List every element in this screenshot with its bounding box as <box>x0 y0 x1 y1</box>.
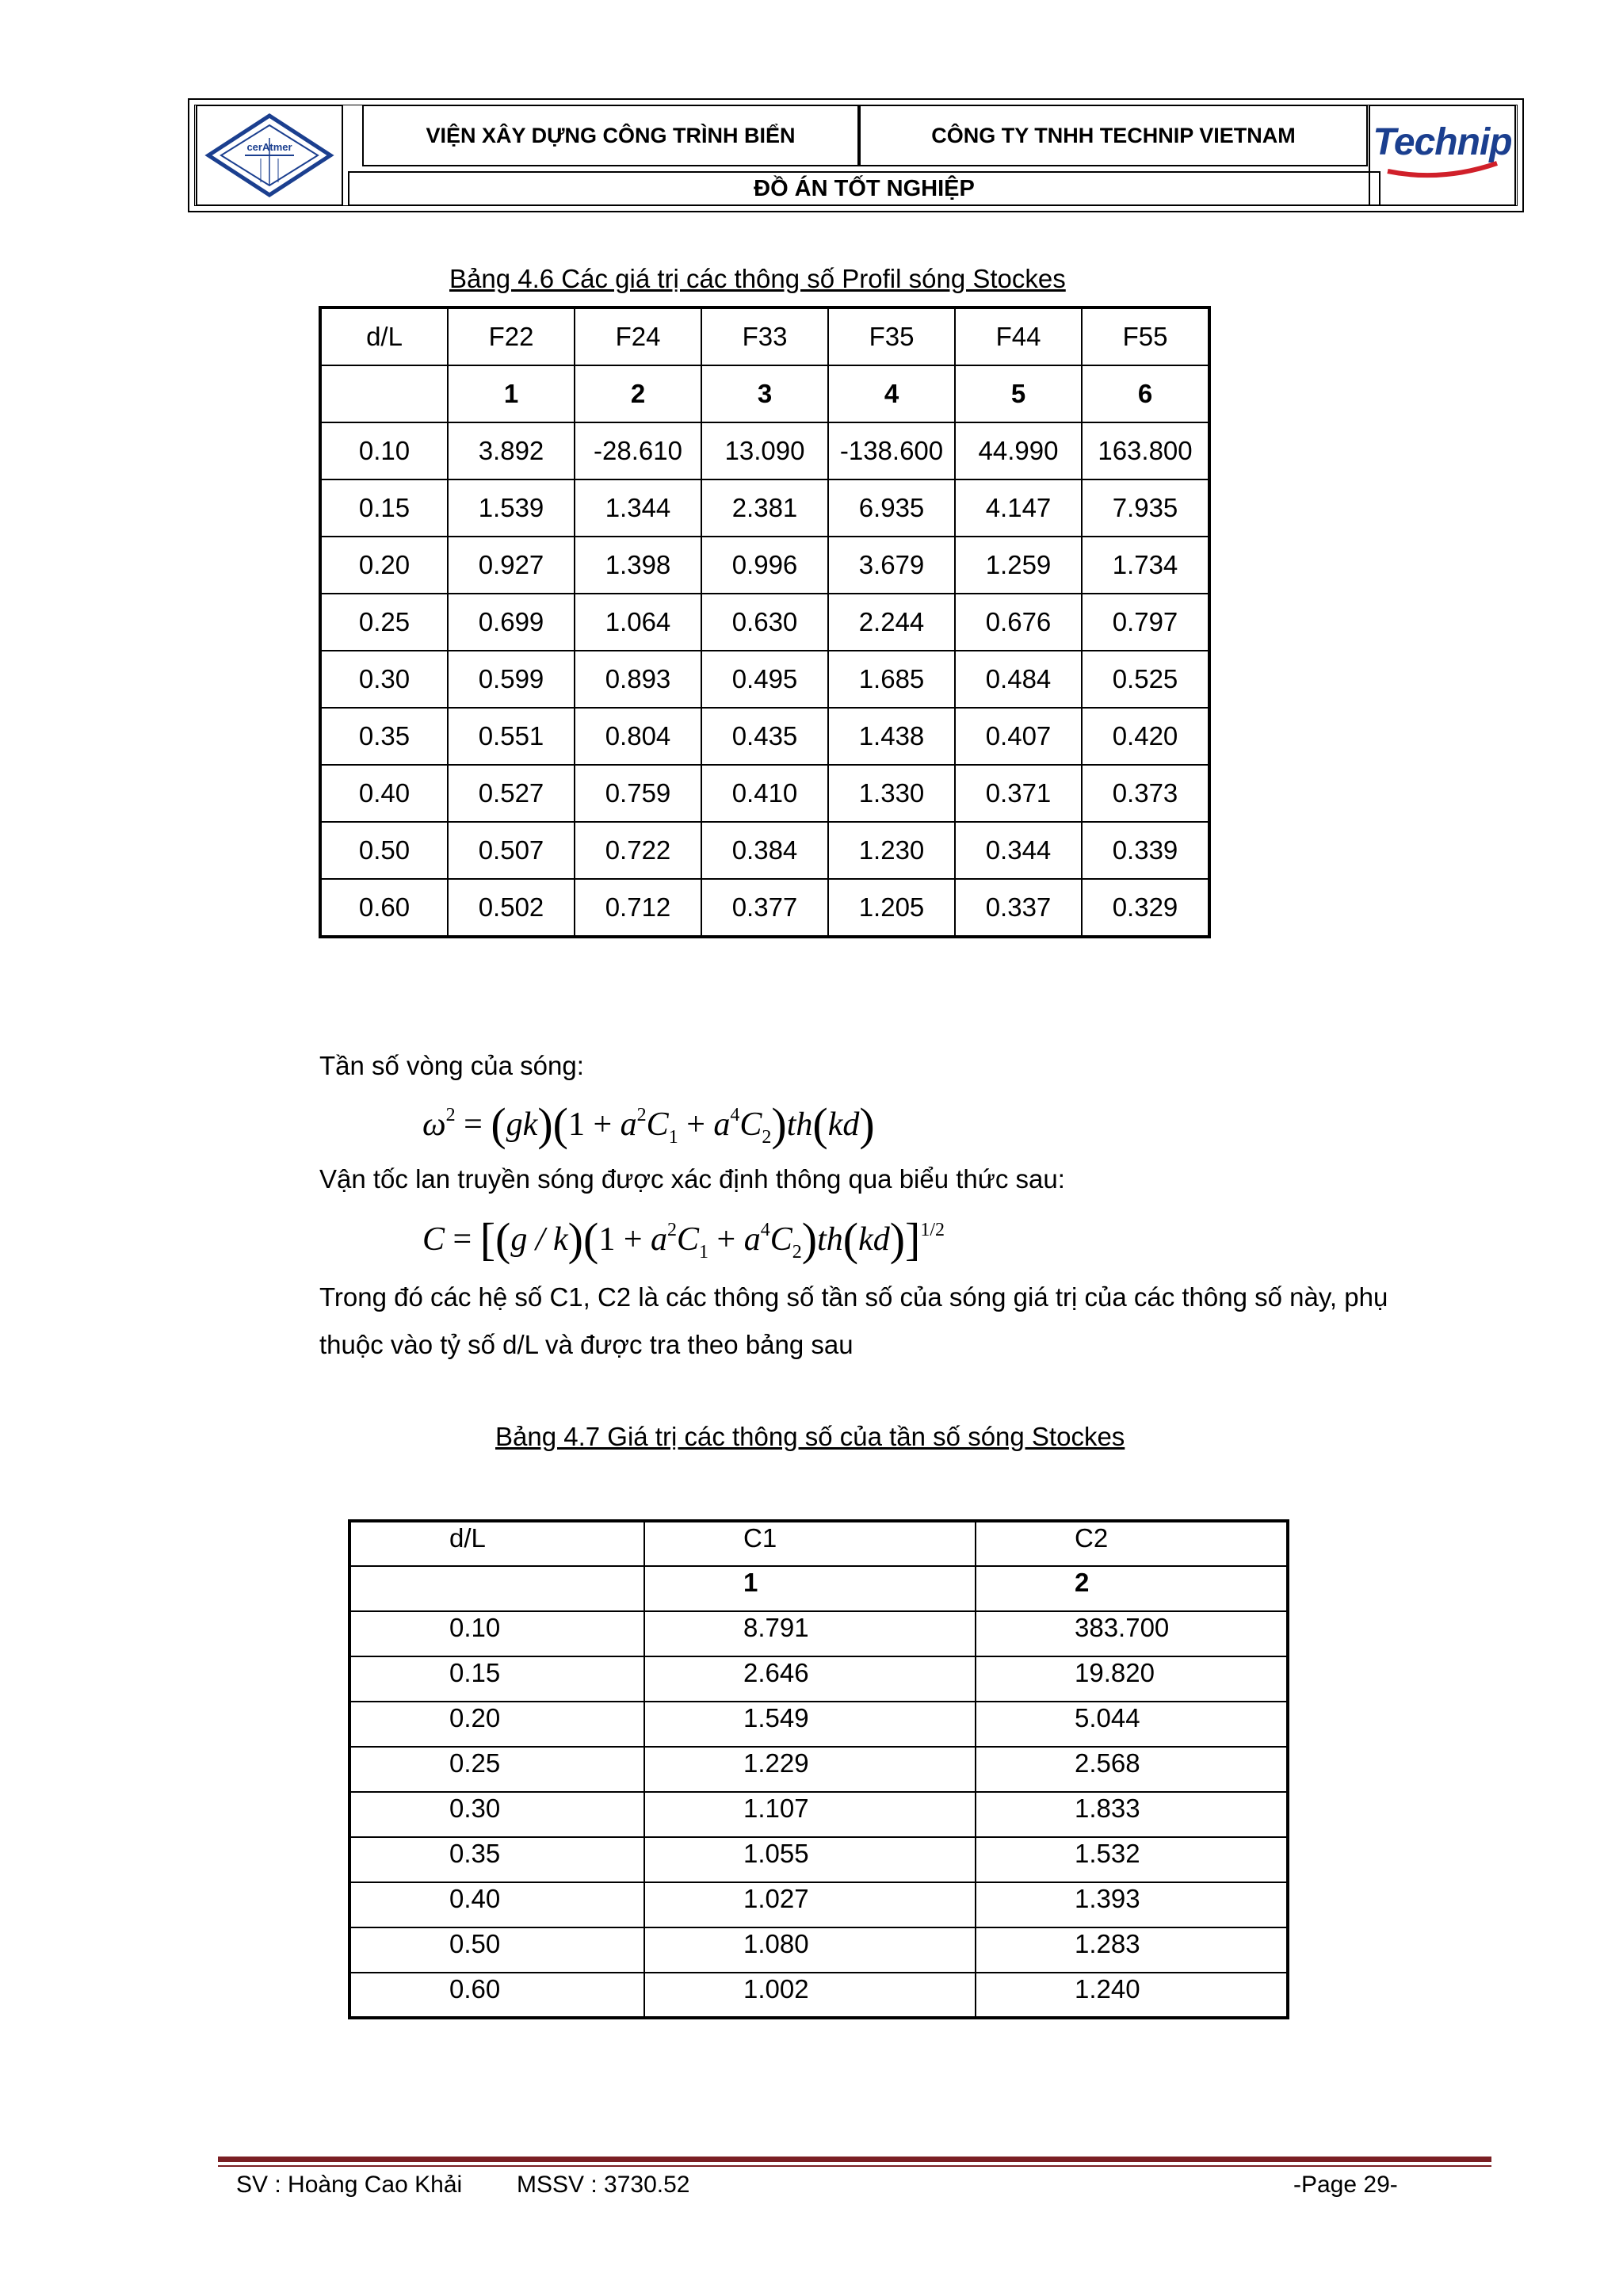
table-cell: 163.800 <box>1082 422 1209 479</box>
table-cell: 0.435 <box>701 708 828 765</box>
table-row <box>320 879 1209 937</box>
table-cell: d/L <box>320 308 448 365</box>
table-cell: 2.244 <box>828 594 955 651</box>
table-cell: 0.50 <box>320 822 448 879</box>
table-cell: C1 <box>644 1521 976 1566</box>
table-cell: 1.685 <box>828 651 955 708</box>
table-cell: 0.484 <box>955 651 1082 708</box>
table-row <box>349 1837 1288 1882</box>
table-cell: 2.381 <box>701 479 828 537</box>
coefficient-text-line-2: thuộc vào tỷ số d/L và được tra theo bảng sau <box>319 1330 854 1359</box>
table-cell: -28.610 <box>575 422 701 479</box>
table-cell: 0.337 <box>955 879 1082 937</box>
table-cell: 0.410 <box>701 765 828 822</box>
table-cell: 0.630 <box>701 594 828 651</box>
table-row <box>320 537 1209 594</box>
table-cell: C2 <box>976 1521 1288 1566</box>
table-cell: 1.532 <box>976 1837 1288 1882</box>
table-cell: F55 <box>1082 308 1209 365</box>
table-4-7 <box>348 1519 1289 2019</box>
table-cell: 0.25 <box>320 594 448 651</box>
footer-rule-thin <box>218 2165 1491 2167</box>
table-cell: 1.438 <box>828 708 955 765</box>
table-row <box>320 765 1209 822</box>
table-cell: 2 <box>575 365 701 422</box>
table-cell: 0.60 <box>349 1973 644 2018</box>
table-cell: 4.147 <box>955 479 1082 537</box>
table-cell: 0.495 <box>701 651 828 708</box>
table-row <box>349 1792 1288 1837</box>
table-cell: 0.371 <box>955 765 1082 822</box>
table-cell: 1.230 <box>828 822 955 879</box>
table-cell: 0.344 <box>955 822 1082 879</box>
table-cell: 1.229 <box>644 1747 976 1792</box>
table-cell: 3 <box>701 365 828 422</box>
table-cell: 1.259 <box>955 537 1082 594</box>
table-row <box>320 708 1209 765</box>
table-cell: d/L <box>349 1521 644 1566</box>
table-row <box>349 1973 1288 2018</box>
table-cell: -138.600 <box>828 422 955 479</box>
table-cell: 1.205 <box>828 879 955 937</box>
table-cell: 1.055 <box>644 1837 976 1882</box>
table-cell: 1 <box>448 365 575 422</box>
table-cell: 0.30 <box>320 651 448 708</box>
ceratmer-logo-text: cerAtmer <box>246 141 292 153</box>
table-cell: 0.15 <box>349 1656 644 1702</box>
table-cell: 1.344 <box>575 479 701 537</box>
table-cell: 1.398 <box>575 537 701 594</box>
table-cell: 0.20 <box>320 537 448 594</box>
table-cell: 4 <box>828 365 955 422</box>
logo-left-box <box>196 105 343 206</box>
table-row <box>349 1702 1288 1747</box>
table-4-6 <box>319 306 1211 938</box>
table-cell: 1.283 <box>976 1927 1288 1973</box>
table-cell: 0.420 <box>1082 708 1209 765</box>
speed-label: Vận tốc lan truyền sóng được xác định thông qua biểu thức sau: <box>319 1164 1065 1194</box>
table-cell: 0.35 <box>320 708 448 765</box>
table-cell: 0.60 <box>320 879 448 937</box>
table-cell: 6.935 <box>828 479 955 537</box>
table-4-6-caption: Bảng 4.6 Các giá trị các thông số Profil sóng Stockes <box>449 264 1066 293</box>
ceratmer-logo-icon <box>197 106 342 204</box>
table-cell: 0.927 <box>448 537 575 594</box>
table-row <box>349 1882 1288 1927</box>
table-cell: 383.700 <box>976 1611 1288 1656</box>
table-cell: 0.699 <box>448 594 575 651</box>
table-cell: 2.568 <box>976 1747 1288 1792</box>
table-cell: 0.373 <box>1082 765 1209 822</box>
table-cell: 5.044 <box>976 1702 1288 1747</box>
table-cell: 0.996 <box>701 537 828 594</box>
speed-formula: $C = [(g / k)(1 + a^2C_1 + a^4C_2)th(kd)]^{1/2}$ <box>422 1213 945 1265</box>
table-cell: 13.090 <box>701 422 828 479</box>
table-cell: 0.893 <box>575 651 701 708</box>
table-cell: 1.027 <box>644 1882 976 1927</box>
table-cell: 0.384 <box>701 822 828 879</box>
table-row <box>320 422 1209 479</box>
table-cell: 0.10 <box>349 1611 644 1656</box>
table-cell: 0.797 <box>1082 594 1209 651</box>
table-cell: F24 <box>575 308 701 365</box>
table-cell: 3.892 <box>448 422 575 479</box>
table-cell <box>349 1566 644 1611</box>
table-cell: 0.35 <box>349 1837 644 1882</box>
table-cell: 0.804 <box>575 708 701 765</box>
page-number: -Page 29- <box>1293 2172 1398 2198</box>
institute-name: VIỆN XÂY DỰNG CÔNG TRÌNH BIỂN <box>362 105 859 166</box>
table-cell: F44 <box>955 308 1082 365</box>
page-header <box>188 98 1524 212</box>
table-cell: 0.527 <box>448 765 575 822</box>
table-cell: 1.080 <box>644 1927 976 1973</box>
table-cell: 0.40 <box>349 1882 644 1927</box>
table-cell: 0.20 <box>349 1702 644 1747</box>
technip-logo-box <box>1369 105 1516 206</box>
technip-logo-text: Technip <box>1373 121 1512 163</box>
table-cell: 0.712 <box>575 879 701 937</box>
table-cell: 0.15 <box>320 479 448 537</box>
table-cell: 0.339 <box>1082 822 1209 879</box>
table-cell: 0.50 <box>349 1927 644 1973</box>
thesis-title: ĐỒ ÁN TỐT NGHIỆP <box>348 171 1381 206</box>
table-cell: 0.10 <box>320 422 448 479</box>
table-cell: 0.599 <box>448 651 575 708</box>
table-cell: 44.990 <box>955 422 1082 479</box>
student-id: MSSV : 3730.52 <box>517 2172 690 2198</box>
table-cell: 1.833 <box>976 1792 1288 1837</box>
coefficient-text-line-1: Trong đó các hệ số C1, C2 là các thông số tần số của sóng giá trị của các thông số này, phụ <box>319 1282 1388 1312</box>
table-row <box>349 1521 1288 1566</box>
table-cell: F22 <box>448 308 575 365</box>
table-cell: 2.646 <box>644 1656 976 1702</box>
table-cell: 1 <box>644 1566 976 1611</box>
table-row <box>320 479 1209 537</box>
table-cell: 2 <box>976 1566 1288 1611</box>
table-cell: 0.377 <box>701 879 828 937</box>
table-cell: 1.539 <box>448 479 575 537</box>
table-4-7-caption: Bảng 4.7 Giá trị các thông số của tần số sóng Stockes <box>495 1422 1125 1451</box>
table-cell: 0.30 <box>349 1792 644 1837</box>
table-row <box>349 1611 1288 1656</box>
table-cell: 1.734 <box>1082 537 1209 594</box>
table-row <box>320 594 1209 651</box>
footer-rule-thick <box>218 2157 1491 2162</box>
table-cell: 1.549 <box>644 1702 976 1747</box>
table-cell: 0.407 <box>955 708 1082 765</box>
table-cell: 1.330 <box>828 765 955 822</box>
table-cell: 0.25 <box>349 1747 644 1792</box>
table-row <box>349 1747 1288 1792</box>
table-cell: 1.002 <box>644 1973 976 2018</box>
table-row <box>320 822 1209 879</box>
table-row <box>320 365 1209 422</box>
table-row <box>349 1566 1288 1611</box>
table-cell: 0.40 <box>320 765 448 822</box>
table-cell: 1.393 <box>976 1882 1288 1927</box>
table-cell <box>320 365 448 422</box>
table-cell: 6 <box>1082 365 1209 422</box>
table-cell: 1.064 <box>575 594 701 651</box>
table-cell: F35 <box>828 308 955 365</box>
table-cell: 0.759 <box>575 765 701 822</box>
table-row <box>320 308 1209 365</box>
table-cell: 1.107 <box>644 1792 976 1837</box>
table-cell: 19.820 <box>976 1656 1288 1702</box>
table-cell: 5 <box>955 365 1082 422</box>
table-cell: 0.551 <box>448 708 575 765</box>
table-cell: 3.679 <box>828 537 955 594</box>
student-name: SV : Hoàng Cao Khải <box>236 2172 463 2198</box>
table-cell: 0.507 <box>448 822 575 879</box>
table-cell: 0.722 <box>575 822 701 879</box>
table-cell: 0.502 <box>448 879 575 937</box>
table-cell: 0.329 <box>1082 879 1209 937</box>
company-name: CÔNG TY TNHH TECHNIP VIETNAM <box>859 105 1368 166</box>
table-cell: F33 <box>701 308 828 365</box>
table-cell: 0.676 <box>955 594 1082 651</box>
frequency-formula: $\omega^2 = (gk)(1 + a^2C_1 + a^4C_2)th(kd)$ <box>422 1098 875 1150</box>
table-row <box>349 1656 1288 1702</box>
table-cell: 8.791 <box>644 1611 976 1656</box>
table-cell: 1.240 <box>976 1973 1288 2018</box>
table-row <box>320 651 1209 708</box>
table-row <box>349 1927 1288 1973</box>
frequency-label: Tần số vòng của sóng: <box>319 1051 584 1080</box>
table-cell: 7.935 <box>1082 479 1209 537</box>
technip-swoosh-icon <box>1370 106 1514 204</box>
table-cell: 0.525 <box>1082 651 1209 708</box>
